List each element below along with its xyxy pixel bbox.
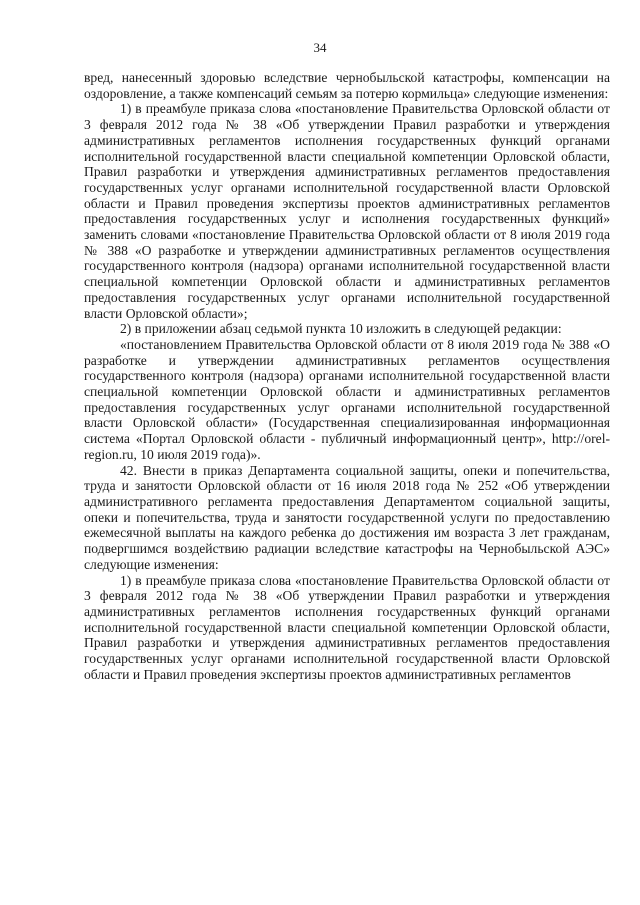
paragraph-continuation: вред, нанесенный здоровью вследствие чернобыльской катастрофы, компенсации на оздоровление, а также компенсаций семьям за потерю кормильца» следующие изменения:: [84, 70, 610, 101]
paragraph-preamble-amendment-2: 1) в преамбуле приказа слова «постановление Правительства Орловской области от 3 февраля 2012 года № 38 «Об утверждении Правил разработки и утверждения административных регламентов исполнения государственных функций органами исполнительной государственной власти специальной компетенции Орловской области, Правил разработки и утверждения административных регламентов предоставления государственных услуг органами исполнительной государственной власти Орловской области и Правил проведения экспертизы проектов административных регламентов: [84, 572, 610, 682]
page-number: 34: [313, 40, 327, 55]
paragraph-item-42: 42. Внести в приказ Департамента социальной защиты, опеки и попечительства, труда и занятости Орловской области от 16 июля 2018 года № 252 «Об утверждении административного регламента предоставления Департаментом социальной защиты, опеки и попечительства, труда и занятости государственной услуги по предоставлению ежемесячной выплаты на каждого ребенка до достижения им возраста 3 лет гражданам, подвергшимся воздействию радиации вследствие катастрофы на Чернобыльской АЭС» следующие изменения:: [84, 462, 610, 572]
paragraph-appendix-amendment: 2) в приложении абзац седьмой пункта 10 изложить в следующей редакции:: [120, 321, 562, 337]
paragraph-preamble-amendment: 1) в преамбуле приказа слова «постановление Правительства Орловской области от 3 февраля 2012 года № 38 «Об утверждении Правил разработки и утверждения административных регламентов исполнения государственных функций органами исполнительной государственной власти специальной компетенции Орловской области, Правил разработки и утверждения административных регламентов предоставления государственных услуг органами исполнительной государственной власти Орловской области и Правил проведения экспертизы проектов административных регламентов предоставления государственных услуг и исполнения государственных функций» заменить словами «постановление Правительства Орловской области от 8 июля 2019 года № 388 «О разработке и утверждении административных регламентов осуществления государственного контроля (надзора) органами исполнительной государственной власти специальной компетенции Орловской области и административных регламентов предоставления государственных услуг органами исполнительной государственной власти Орловской области»;: [84, 101, 610, 321]
document-body: [84, 70, 610, 682]
paragraph-new-wording: «постановлением Правительства Орловской области от 8 июля 2019 года № 388 «О разработке и утверждении административных регламентов осуществления государственного контроля (надзора) органами исполнительной государственной власти специальной компетенции Орловской области и административных регламентов предоставления государственных услуг органами исполнительной государственной власти Орловской области» (Государственная специализированная информационная система «Портал Орловской области - публичный информационный центр», http://orel-region.ru, 10 июля 2019 года)».: [84, 336, 610, 462]
